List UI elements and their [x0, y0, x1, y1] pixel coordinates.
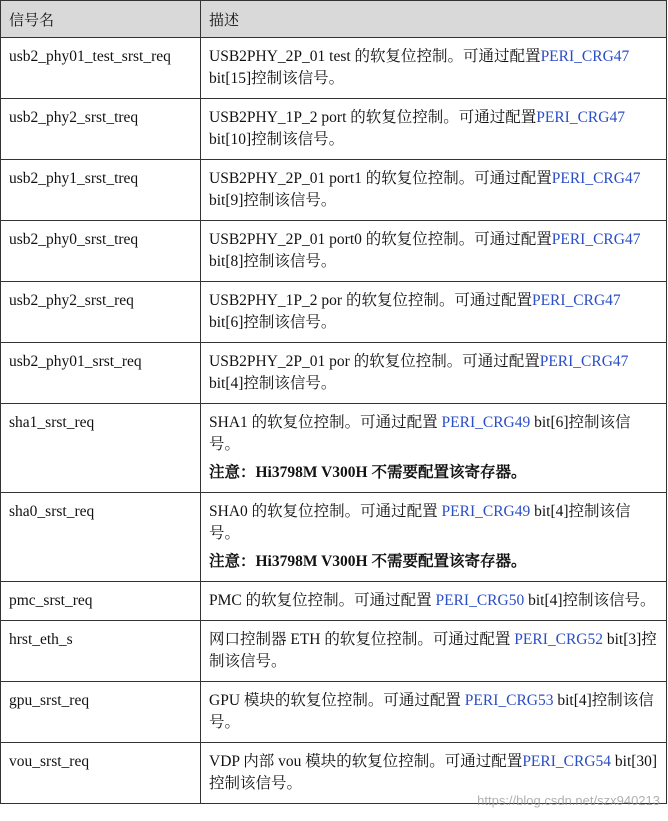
description-bits: bit[6]控制该信号。: [209, 414, 631, 453]
signal-name: usb2_phy01_test_srst_req: [1, 38, 201, 99]
table-row: [1, 282, 667, 343]
signal-description: [201, 682, 667, 743]
register-link[interactable]: PERI_CRG49: [441, 414, 531, 431]
signal-name: hrst_eth_s: [1, 621, 201, 682]
description-text: USB2PHY_1P_2 port 的软复位控制。可通过配置: [209, 109, 537, 126]
table-row: [1, 493, 667, 582]
description-text: VDP 内部 vou 模块的软复位控制。可通过配置: [209, 753, 523, 770]
description-text: PMC 的软复位控制。可通过配置: [209, 592, 436, 609]
signal-name: sha1_srst_req: [1, 404, 201, 493]
signal-name: sha0_srst_req: [1, 493, 201, 582]
description-text: 网口控制器 ETH 的软复位控制。可通过配置: [209, 631, 515, 648]
note-text: 注意：Hi3798M V300H 不需要配置该寄存器。: [209, 464, 527, 481]
register-link[interactable]: PERI_CRG47: [551, 231, 641, 248]
register-link[interactable]: PERI_CRG47: [539, 353, 629, 370]
description-bits: bit[4]控制该信号。: [209, 503, 631, 542]
description-text: SHA1 的软复位控制。可通过配置: [209, 414, 442, 431]
table-row: [1, 621, 667, 682]
signal-description: [201, 404, 667, 493]
register-link[interactable]: PERI_CRG54: [522, 753, 612, 770]
description-text: SHA0 的软复位控制。可通过配置: [209, 503, 442, 520]
table-row: [1, 404, 667, 493]
header-signal-name: 信号名: [1, 1, 201, 38]
description-text: GPU 模块的软复位控制。可通过配置: [209, 692, 465, 709]
description-bits: bit[8]控制该信号。: [209, 253, 337, 270]
register-link[interactable]: PERI_CRG47: [536, 109, 625, 126]
signal-name: vou_srst_req: [1, 743, 201, 804]
signal-description: [201, 38, 667, 99]
signal-description: [201, 99, 667, 160]
description-bits: bit[10]控制该信号。: [209, 131, 345, 148]
header-description: 描述: [201, 1, 667, 38]
signal-description: [201, 621, 667, 682]
note-text: 注意：Hi3798M V300H 不需要配置该寄存器。: [209, 553, 527, 570]
signal-description: [201, 282, 667, 343]
description-bits: bit[9]控制该信号。: [209, 192, 337, 209]
register-link[interactable]: PERI_CRG49: [441, 503, 531, 520]
description-bits: bit[4]控制该信号。: [524, 592, 656, 609]
table-row: [1, 682, 667, 743]
description-text: USB2PHY_2P_01 test 的软复位控制。可通过配置: [209, 48, 541, 65]
signal-name: pmc_srst_req: [1, 582, 201, 621]
register-link[interactable]: PERI_CRG47: [551, 170, 641, 187]
description-bits: bit[4]控制该信号。: [209, 375, 337, 392]
register-link[interactable]: PERI_CRG47: [540, 48, 630, 65]
description-text: USB2PHY_1P_2 por 的软复位控制。可通过配置: [209, 292, 532, 309]
description-bits: bit[4]控制该信号。: [209, 692, 654, 731]
table-row: [1, 160, 667, 221]
table-row: [1, 99, 667, 160]
table-row: [1, 343, 667, 404]
signal-description: [201, 343, 667, 404]
signal-description: [201, 493, 667, 582]
signal-name: gpu_srst_req: [1, 682, 201, 743]
description-bits: bit[15]控制该信号。: [209, 70, 345, 87]
description-text: USB2PHY_2P_01 port0 的软复位控制。可通过配置: [209, 231, 552, 248]
description-bits: bit[6]控制该信号。: [209, 314, 337, 331]
description-text: USB2PHY_2P_01 por 的软复位控制。可通过配置: [209, 353, 540, 370]
signal-name: usb2_phy0_srst_treq: [1, 221, 201, 282]
signal-name: usb2_phy1_srst_treq: [1, 160, 201, 221]
signal-description: [201, 582, 667, 621]
signal-name: usb2_phy2_srst_treq: [1, 99, 201, 160]
signal-name: usb2_phy2_srst_req: [1, 282, 201, 343]
description-text: USB2PHY_2P_01 port1 的软复位控制。可通过配置: [209, 170, 552, 187]
watermark: https://blog.csdn.net/szx940213: [477, 793, 660, 808]
signal-description: [201, 160, 667, 221]
register-link[interactable]: PERI_CRG53: [464, 692, 554, 709]
table-row: [1, 221, 667, 282]
table-header-row: [1, 1, 667, 38]
table-row: [1, 38, 667, 99]
table-row: [1, 582, 667, 621]
description-bits: bit[30]控制该信号。: [209, 753, 658, 792]
signal-description: [201, 221, 667, 282]
register-link[interactable]: PERI_CRG47: [531, 292, 621, 309]
signal-name: usb2_phy01_srst_req: [1, 343, 201, 404]
register-link[interactable]: PERI_CRG50: [435, 592, 525, 609]
register-link[interactable]: PERI_CRG52: [514, 631, 603, 648]
description-bits: bit[3]控制该信号。: [209, 631, 657, 670]
